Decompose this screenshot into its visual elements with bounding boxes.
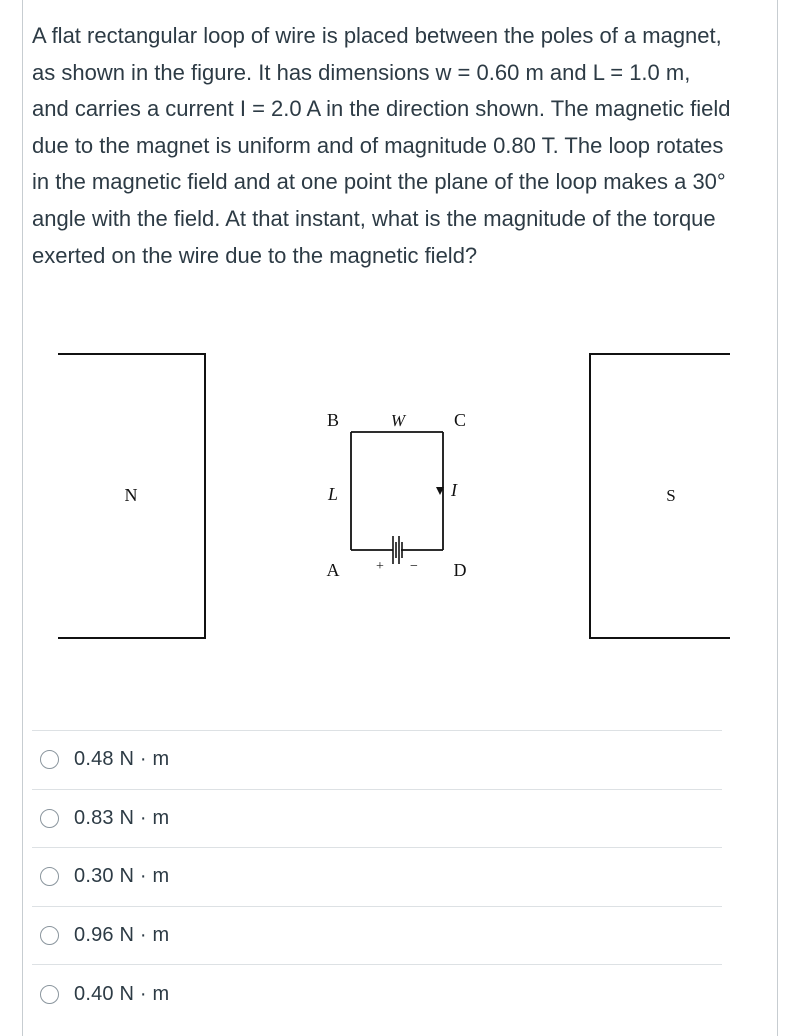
radio-button[interactable] [40,926,59,945]
question-text: A flat rectangular loop of wire is placed between the poles of a magnet, as shown in the figure. It has dimensions w = 0.60 m and L = 1.0 m, and carries a current I = 2.0 A in the direction shown. The magnetic field due to the magnet is uniform and of magnitude 0.80 T. The loop rotates in the magnetic field and at one point the plane of the loop makes a 30° angle with the field. At that instant, what is the magnitude of the torque exerted on the wire due to the magnetic field? [32,23,731,268]
answer-option[interactable] [32,906,722,965]
magnet-loop-figure [30,340,730,660]
length-label: L [327,484,339,504]
answer-label: 0.30 N · m [74,865,170,888]
corner-c-label: C [453,410,467,430]
answer-list [32,730,722,1023]
corner-d-label: D [453,560,467,580]
answer-label: 0.83 N · m [74,806,170,829]
answer-label: 0.48 N · m [74,748,170,771]
radio-button[interactable] [40,809,59,828]
current-label: I [451,480,457,500]
corner-a-label: A [326,560,340,580]
answer-label: 0.40 N · m [74,982,170,1005]
battery-symbol [393,536,402,564]
answer-option[interactable] [32,789,722,848]
answer-option[interactable] [32,964,722,1023]
answer-label: 0.96 N · m [74,924,170,947]
radio-button[interactable] [40,985,59,1004]
radio-button[interactable] [40,750,59,769]
answer-option[interactable] [32,730,722,789]
width-label: W [390,411,406,430]
battery-minus-label: − [410,559,418,574]
north-pole-label: N [124,485,138,505]
corner-b-label: B [326,410,340,430]
south-pole-magnet [590,354,730,638]
south-pole-label: S [666,486,676,505]
answer-option[interactable] [32,847,722,906]
radio-button[interactable] [40,867,59,886]
battery-plus-label: + [376,559,384,574]
